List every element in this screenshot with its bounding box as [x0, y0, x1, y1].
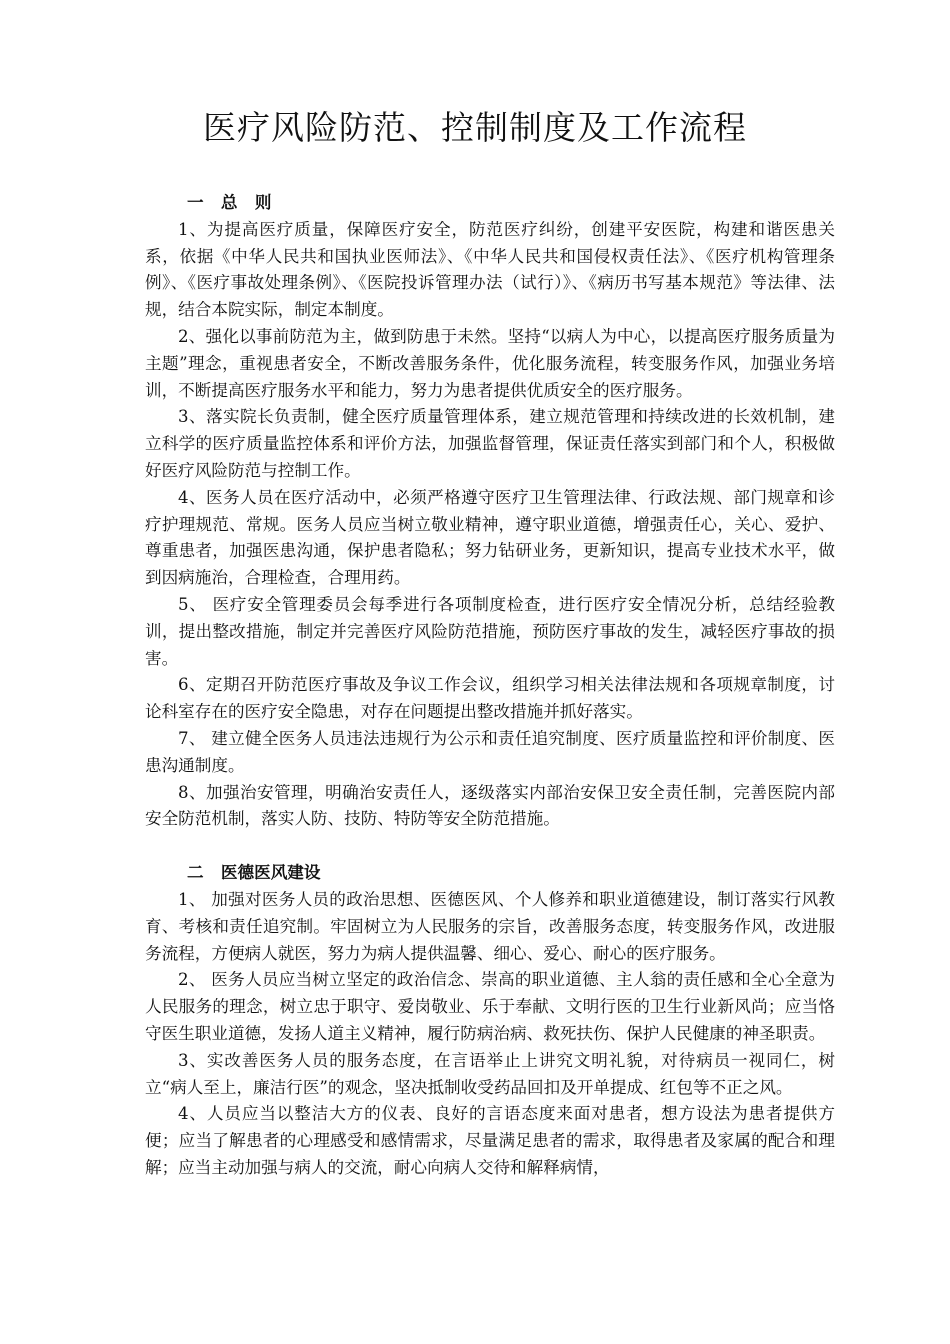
- paragraph: 3、落实院长负责制，健全医疗质量管理体系，建立规范管理和持续改进的长效机制，建立科学的医疗质量监控体系和评价方法，加强监督管理，保证责任落实到部门和个人，积极做好医疗风险防范与控制工作。: [145, 407, 835, 480]
- paragraph: 2、 医务人员应当树立坚定的政治信念、崇高的职业道德、主人翁的责任感和全心全意为人民服务的理念，树立忠于职守、爱岗敬业、乐于奉献、文明行医的卫生行业新风尚；应当恪守医生职业道德，发扬人道主义精神，履行防病治病、救死扶伤、保护人民健康的神圣职责。: [145, 970, 835, 1043]
- paragraph: 5、 医疗安全管理委员会每季进行各项制度检查，进行医疗安全情况分析，总结经验教训，提出整改措施，制定并完善医疗风险防范措施，预防医疗事故的发生，减轻医疗事故的损害。: [145, 594, 835, 668]
- document-body: [145, 190, 835, 1182]
- paragraph: 4、医务人员在医疗活动中，必须严格遵守医疗卫生管理法律、行政法规、部门规章和诊疗护理规范、常规。医务人员应当树立敬业精神，遵守职业道德，增强责任心，关心、爱护、尊重患者，加强医患沟通，保护患者隐私；努力钻研业务，更新知识，提高专业技术水平，做到因病施治，合理检查，合理用药。: [145, 487, 835, 588]
- section-spacer: [145, 833, 835, 860]
- section-heading-general: 一 总 则: [187, 193, 272, 212]
- paragraph: 3、实改善医务人员的服务态度，在言语举止上讲究文明礼貌，对待病员一视同仁，树立“病人至上，廉洁行医”的观念，坚决抵制收受药品回扣及开单提成、红包等不正之风。: [145, 1050, 835, 1097]
- paragraph: 7、 建立健全医务人员违法违规行为公示和责任追究制度、医疗质量监控和评价制度、医患沟通制度。: [145, 728, 835, 775]
- paragraph: 4、人员应当以整洁大方的仪表、良好的言语态度来面对患者，想方设法为患者提供方便；应当了解患者的心理感受和感情需求，尽量满足患者的需求，取得患者及家属的配合和理解；应当主动加强与病人的交流，耐心向病人交待和解释病情，: [145, 1104, 835, 1177]
- section-heading-ethics: 二 医德医风建设: [187, 863, 321, 883]
- paragraph: 1、 加强对医务人员的政治思想、医德医风、个人修养和职业道德建设，制订落实行风教育、考核和责任追究制。牢固树立为人民服务的宗旨，改善服务态度，转变服务作风，改进服务流程，方便病人就医，努力为病人提供温馨、细心、爱心、耐心的医疗服务。: [145, 889, 835, 963]
- paragraph: 1、为提高医疗质量，保障医疗安全，防范医疗纠纷，创建平安医院，构建和谐医患关系，依据《中华人民共和国执业医师法》、《中华人民共和国侵权责任法》、《医疗机构管理条例》、《医疗事故处理条例》、《医院投诉管理办法（试行）》、《病历书写基本规范》等法律、法规，结合本院实际，制定本制度。: [145, 219, 835, 320]
- paragraph: 2、强化以事前防范为主，做到防患于未然。坚持“以病人为中心，以提高医疗服务质量为主题”理念，重视患者安全，不断改善服务条件，优化服务流程，转变服务作风，加强业务培训，不断提高医疗服务水平和能力，努力为患者提供优质安全的医疗服务。: [145, 326, 835, 400]
- paragraph: 6、定期召开防范医疗事故及争议工作会议，组织学习相关法律法规和各项规章制度，讨论科室存在的医疗安全隐患，对存在问题提出整改措施并抓好落实。: [145, 675, 835, 722]
- paragraph: 8、加强治安管理，明确治安责任人，逐级落实内部治安保卫安全责任制，完善医院内部安全防范机制，落实人防、技防、特防等安全防范措施。: [145, 782, 835, 829]
- document-title: 医疗风险防范、控制制度及工作流程: [203, 108, 747, 147]
